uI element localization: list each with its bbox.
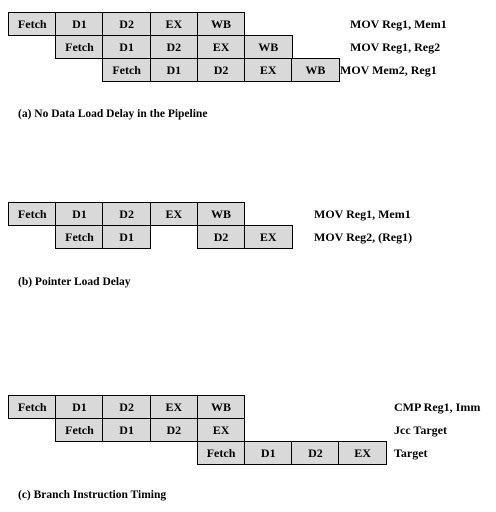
stage-cell: EX bbox=[338, 441, 387, 465]
stage-cell: D2 bbox=[197, 225, 246, 249]
instruction-label: Target bbox=[394, 446, 428, 461]
stage-cell: Fetch bbox=[55, 418, 104, 442]
pipeline-row bbox=[0, 202, 496, 226]
diagram-caption: (a) No Data Load Delay in the Pipeline bbox=[18, 108, 208, 120]
stage-cell: WB bbox=[244, 35, 293, 59]
stage-cell: D1 bbox=[55, 12, 104, 36]
stage-cell: D2 bbox=[102, 12, 151, 36]
stage-cell: D2 bbox=[102, 395, 151, 419]
stage-cell: Fetch bbox=[55, 35, 104, 59]
pipeline-row bbox=[0, 58, 496, 82]
stage-cell: WB bbox=[197, 12, 246, 36]
stage-cell: EX bbox=[150, 395, 199, 419]
stage-cell: Fetch bbox=[8, 395, 57, 419]
instruction-label: MOV Mem2, Reg1 bbox=[340, 63, 437, 78]
stage-cell: EX bbox=[244, 58, 293, 82]
stage-cell: EX bbox=[150, 12, 199, 36]
diagram-caption: (c) Branch Instruction Timing bbox=[18, 489, 167, 501]
stage-cell: D2 bbox=[197, 58, 246, 82]
pipeline-row bbox=[0, 35, 496, 59]
stage-cell: Fetch bbox=[8, 12, 57, 36]
stage-cell: D1 bbox=[150, 58, 199, 82]
stage-cell: D1 bbox=[102, 418, 151, 442]
stage-cell: EX bbox=[244, 225, 293, 249]
stage-cell: EX bbox=[197, 35, 246, 59]
pipeline-row bbox=[0, 418, 496, 442]
stage-cell: D2 bbox=[150, 418, 199, 442]
stage-cell: Fetch bbox=[55, 225, 104, 249]
stage-cell: Fetch bbox=[197, 441, 246, 465]
stage-cell: EX bbox=[197, 418, 246, 442]
stage-cell: D2 bbox=[102, 202, 151, 226]
instruction-label: CMP Reg1, Imm bbox=[394, 400, 481, 414]
stage-cell: D1 bbox=[102, 35, 151, 59]
pipeline-row bbox=[0, 395, 496, 419]
stage-cell: D2 bbox=[150, 35, 199, 59]
pipeline-row bbox=[0, 441, 496, 465]
stage-cell: D1 bbox=[244, 441, 293, 465]
pipeline-row bbox=[0, 225, 496, 249]
stage-cell: WB bbox=[197, 202, 246, 226]
stage-cell: D1 bbox=[55, 202, 104, 226]
stage-cell: Fetch bbox=[102, 58, 151, 82]
instruction-label: MOV Reg2, (Reg1) bbox=[314, 230, 413, 245]
pipeline-row bbox=[0, 12, 496, 36]
instruction-label: MOV Reg1, Mem1 bbox=[350, 17, 447, 31]
stage-cell: D1 bbox=[55, 395, 104, 419]
diagram-caption: (b) Pointer Load Delay bbox=[18, 276, 131, 288]
stage-cell: WB bbox=[197, 395, 246, 419]
stage-cell: D2 bbox=[291, 441, 340, 465]
stage-cell: D1 bbox=[102, 225, 151, 249]
instruction-label: MOV Reg1, Reg2 bbox=[350, 40, 441, 55]
instruction-label: MOV Reg1, Mem1 bbox=[314, 207, 411, 221]
stage-cell: WB bbox=[291, 58, 340, 82]
stage-cell: Fetch bbox=[8, 202, 57, 226]
instruction-label: Jcc Target bbox=[394, 423, 447, 438]
stage-cell: EX bbox=[150, 202, 199, 226]
